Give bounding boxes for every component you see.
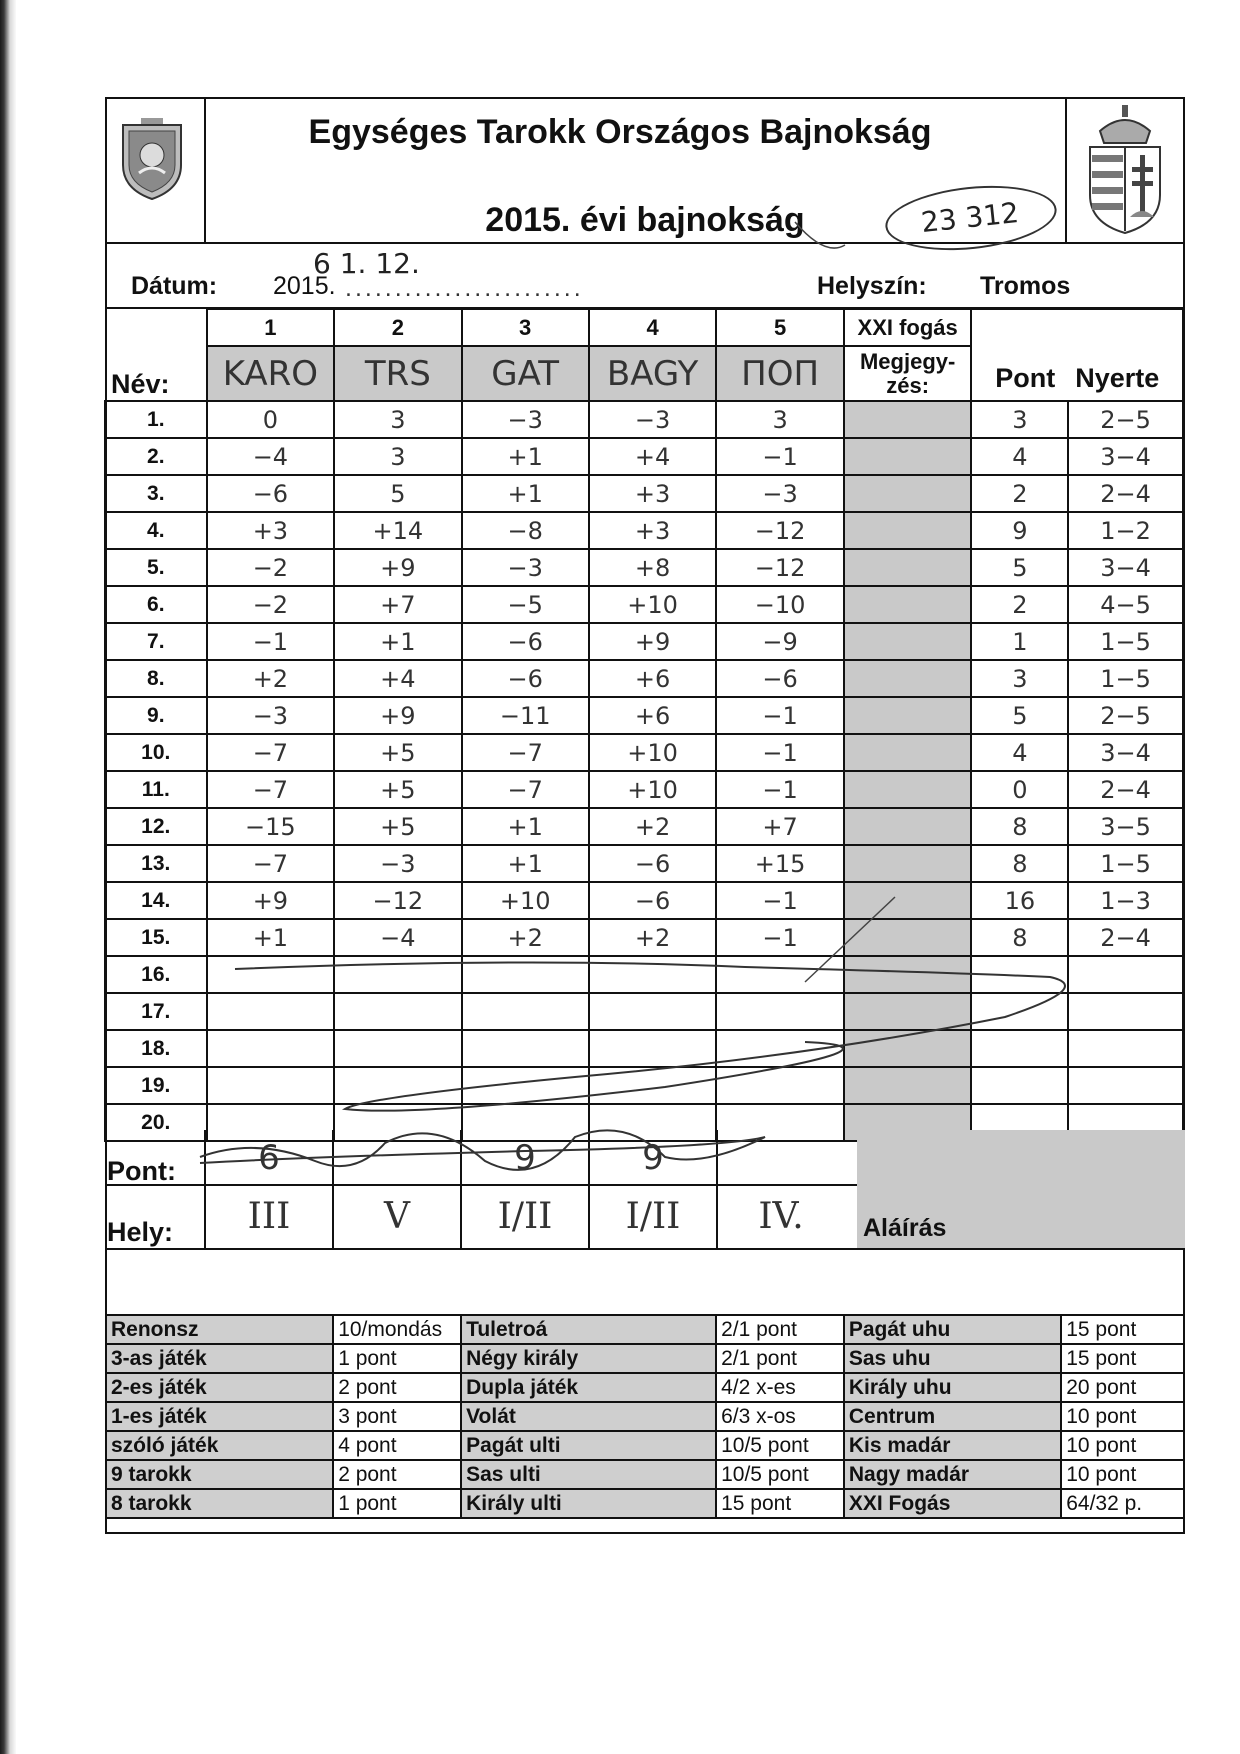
score-cell-player-5: +7 [716,808,843,845]
page-subtitle: 2015. évi bajnokság [485,201,805,239]
score-cell-player-5: −9 [716,623,843,660]
score-cell-player-1: +1 [207,919,335,956]
legend-game-value: 6/3 x-os [716,1402,844,1431]
row-nyerte-cell: 1−5 [1068,845,1183,882]
score-cell-player-3: −7 [462,771,589,808]
totals-hely-cell-4: I/II [588,1186,716,1248]
note-header: Megjegy- zés: [844,346,972,401]
score-cell-player-2: −3 [334,845,461,882]
legend-game-value: 10 pont [1061,1460,1184,1489]
score-cell-player-4: −6 [589,882,717,919]
legend-game-name: Sas ulti [461,1460,716,1489]
score-cell-player-2: +5 [334,771,461,808]
legend-game-value: 3 pont [333,1402,461,1431]
legend-game-value: 10 pont [1061,1402,1184,1431]
nyerte-header: Nyerte [1075,363,1160,393]
row-nyerte-cell: 1−3 [1068,882,1183,919]
legend-row [106,1373,1184,1402]
row-nyerte-cell: 4−5 [1068,586,1183,623]
legend-game-value: 10 pont [1061,1431,1184,1460]
row-pont-cell: 2 [971,475,1068,512]
score-cell-player-3: −7 [462,734,589,771]
score-cell-player-5: −10 [716,586,843,623]
score-sheet [105,97,1185,1534]
legend-game-value: 15 pont [1061,1315,1184,1344]
row-number: 18. [105,1030,207,1067]
date-label: Dátum: [131,272,218,300]
score-cell-player-5: −1 [716,919,843,956]
score-cell-player-2: +9 [334,549,461,586]
score-cell-player-3: −3 [462,549,589,586]
score-cell-player-3: −5 [462,586,589,623]
score-cell-player-1: −7 [207,734,335,771]
legend-game-value: 4 pont [333,1431,461,1460]
score-cell-player-5: −1 [716,697,843,734]
score-cell-player-5: −3 [716,475,843,512]
score-cell-player-3: +1 [462,845,589,882]
legend-game-value: 4/2 x-es [716,1373,844,1402]
legend-row [106,1315,1184,1344]
score-cell-player-4: +6 [589,697,717,734]
row-pont-cell: 1 [971,623,1068,660]
legend-game-name: Négy király [461,1344,716,1373]
legend-game-name: Volát [461,1402,716,1431]
legend-game-value: 2 pont [333,1460,461,1489]
totals-hely-cell-5: IV. [716,1186,844,1248]
row-number: 13. [105,845,207,882]
row-nyerte-cell: 1−5 [1068,623,1183,660]
scan-edge [0,0,16,1754]
row-pont-cell: 2 [971,586,1068,623]
score-cell-player-2: +7 [334,586,461,623]
row-nyerte-cell: 1−2 [1068,512,1183,549]
row-pont-cell: 5 [971,549,1068,586]
score-cell-player-5: −12 [716,549,843,586]
score-cell-player-4: +6 [589,660,717,697]
location-value: Tromos [980,272,1071,300]
score-cell-player-3: +10 [462,882,589,919]
score-cell-player-2: +1 [334,623,461,660]
score-cell-player-4: +2 [589,808,717,845]
row-pont-cell: 4 [971,734,1068,771]
row-pont-cell: 8 [971,808,1068,845]
row-pont-cell: 4 [971,438,1068,475]
score-cell-player-3: +1 [462,808,589,845]
row-number: 17. [105,993,207,1030]
score-cell-player-4: +4 [589,438,717,475]
legend-row [106,1402,1184,1431]
row-pont-cell: 3 [971,401,1068,438]
row-number: 10. [105,734,207,771]
legend-row [106,1431,1184,1460]
legend-game-value: 10/mondás [333,1315,461,1344]
totals-pont-label: Pont: [107,1156,176,1186]
row-number: 5. [105,549,207,586]
score-cell-player-5: 3 [716,401,843,438]
totals-hely-label: Hely: [107,1217,174,1247]
player-name-4: BAGY [589,346,717,401]
player-name-3: GAT [462,346,589,401]
legend-game-value: 2/1 pont [716,1315,844,1344]
row-pont-cell: 8 [971,845,1068,882]
legend-row [106,1460,1184,1489]
score-cell-player-2: +5 [334,808,461,845]
totals-pont-cell-4: 9 [588,1130,716,1186]
row-number: 6. [105,586,207,623]
score-cell-player-4: +3 [589,475,717,512]
score-cell-player-2: +9 [334,697,461,734]
legend-game-value: 10/5 pont [716,1431,844,1460]
row-number: 2. [105,438,207,475]
row-nyerte-cell: 1−5 [1068,660,1183,697]
score-cell-player-5: −1 [716,771,843,808]
row-number: 20. [105,1104,207,1141]
row-nyerte-cell: 2−4 [1068,919,1183,956]
row-nyerte-cell: 2−5 [1068,697,1183,734]
legend-game-name: Centrum [844,1402,1061,1431]
signature-label: Aláírás [863,1214,947,1242]
score-cell-player-2: −4 [334,919,461,956]
score-cell-player-5: −1 [716,734,843,771]
row-pont-cell: 8 [971,919,1068,956]
legend-game-value: 1 pont [333,1489,461,1518]
name-label: Név: [111,369,170,399]
score-cell-player-1: −2 [207,586,335,623]
score-cell-player-4: +3 [589,512,717,549]
score-cell-player-1: −7 [207,845,335,882]
page-title: Egységes Tarokk Országos Bajnokság [308,113,932,151]
score-cell-player-1: 0 [207,401,335,438]
score-cell-player-1: −6 [207,475,335,512]
score-cell-player-1: +9 [207,882,335,919]
row-nyerte-cell: 3−4 [1068,734,1183,771]
row-pont-cell: 9 [971,512,1068,549]
row-number: 8. [105,660,207,697]
scoring-legend [105,1314,1185,1519]
legend-game-name: 3-as játék [106,1344,333,1373]
row-pont-cell: 0 [971,771,1068,808]
row-nyerte-cell: 3−5 [1068,808,1183,845]
score-cell-player-5: −1 [716,882,843,919]
score-cell-player-1: −15 [207,808,335,845]
score-cell-player-1: −7 [207,771,335,808]
legend-game-value: 20 pont [1061,1373,1184,1402]
totals-hely-cell-2: V [332,1186,460,1248]
legend-game-name: Király ulti [461,1489,716,1518]
score-cell-player-4: +2 [589,919,717,956]
row-number: 1. [105,401,207,438]
player-name-5: ПОП [716,346,843,401]
legend-game-value: 2/1 pont [716,1344,844,1373]
score-cell-player-5: +15 [716,845,843,882]
handwritten-id-text: 23 312 [919,196,1021,240]
score-cell-player-1: −1 [207,623,335,660]
row-number: 14. [105,882,207,919]
legend-game-name: Tuletroá [461,1315,716,1344]
row-number: 4. [105,512,207,549]
row-nyerte-cell: 2−5 [1068,401,1183,438]
date-dots: ........................ [345,274,584,302]
legend-game-value: 64/32 p. [1061,1489,1184,1518]
col-number-5: 5 [716,309,843,346]
legend-game-name: Nagy madár [844,1460,1061,1489]
score-cell-player-3: −8 [462,512,589,549]
row-pont-cell: 3 [971,660,1068,697]
row-number: 16. [105,956,207,993]
score-cell-player-4: +10 [589,734,717,771]
legend-game-name: 2-es játék [106,1373,333,1402]
row-pont-cell: 5 [971,697,1068,734]
legend-game-value: 10/5 pont [716,1460,844,1489]
score-cell-player-5: −1 [716,438,843,475]
score-cell-player-3: −3 [462,401,589,438]
location-label: Helyszín: [817,272,927,300]
score-cell-player-3: −6 [462,660,589,697]
score-cell-player-3: +1 [462,438,589,475]
legend-game-value: 15 pont [716,1489,844,1518]
legend-game-value: 2 pont [333,1373,461,1402]
score-cell-player-1: −3 [207,697,335,734]
player-name-2: TRS [334,346,461,401]
col-number-4: 4 [589,309,717,346]
row-number: 7. [105,623,207,660]
score-cell-player-4: +9 [589,623,717,660]
date-printed: 2015. [273,272,336,300]
totals-hely-cell-1: III [204,1186,332,1248]
row-number: 15. [105,919,207,956]
legend-game-name: XXI Fogás [844,1489,1061,1518]
score-cell-player-2: +4 [334,660,461,697]
legend-game-name: 9 tarokk [106,1460,333,1489]
score-cell-player-4: +8 [589,549,717,586]
row-number: 9. [105,697,207,734]
legend-game-value: 15 pont [1061,1344,1184,1373]
player-name-1: KARO [207,346,335,401]
score-cell-player-4: −6 [589,845,717,882]
score-cell-player-4: +10 [589,586,717,623]
legend-game-name: szóló játék [106,1431,333,1460]
legend-game-name: Kis madár [844,1431,1061,1460]
legend-game-name: 1-es játék [106,1402,333,1431]
score-cell-player-1: −4 [207,438,335,475]
row-number: 12. [105,808,207,845]
legend-game-name: Sas uhu [844,1344,1061,1373]
score-cell-player-3: +2 [462,919,589,956]
row-number: 3. [105,475,207,512]
score-cell-player-3: −11 [462,697,589,734]
legend-game-name: Pagát ulti [461,1431,716,1460]
score-cell-player-3: +1 [462,475,589,512]
legend-game-value: 1 pont [333,1344,461,1373]
score-cell-player-1: +3 [207,512,335,549]
score-cell-player-2: +5 [334,734,461,771]
row-nyerte-cell: 2−4 [1068,771,1183,808]
col-number-1: 1 [207,309,335,346]
totals-pont-cell-3: 9 [460,1130,588,1186]
row-pont-cell: 16 [971,882,1068,919]
col-number-2: 2 [334,309,461,346]
score-cell-player-5: −12 [716,512,843,549]
score-cell-player-2: +14 [334,512,461,549]
legend-game-name: 8 tarokk [106,1489,333,1518]
row-nyerte-cell: 3−4 [1068,438,1183,475]
legend-row [106,1489,1184,1518]
score-cell-player-4: −3 [589,401,717,438]
legend-game-name: Király uhu [844,1373,1061,1402]
date-handwritten: 6 1. 12. [313,247,420,280]
score-cell-player-4: +10 [589,771,717,808]
pont-header: Pont [995,363,1056,393]
row-nyerte-cell: 2−4 [1068,475,1183,512]
totals-pont-cell-1: 6 [204,1130,332,1186]
legend-game-name: Dupla játék [461,1373,716,1402]
col-number-3: 3 [462,309,589,346]
row-number: 19. [105,1067,207,1104]
totals-hely-cell-3: I/II [460,1186,588,1248]
score-cell-player-1: +2 [207,660,335,697]
score-cell-player-2: −12 [334,882,461,919]
score-cell-player-2: 3 [334,438,461,475]
score-cell-player-2: 3 [334,401,461,438]
legend-game-name: Renonsz [106,1315,333,1344]
row-number: 11. [105,771,207,808]
xxi-fogas-header: XXI fogás [844,309,972,346]
score-cell-player-2: 5 [334,475,461,512]
legend-game-name: Pagát uhu [844,1315,1061,1344]
row-nyerte-cell: 3−4 [1068,549,1183,586]
score-cell-player-3: −6 [462,623,589,660]
score-cell-player-1: −2 [207,549,335,586]
score-cell-player-5: −6 [716,660,843,697]
legend-row [106,1344,1184,1373]
